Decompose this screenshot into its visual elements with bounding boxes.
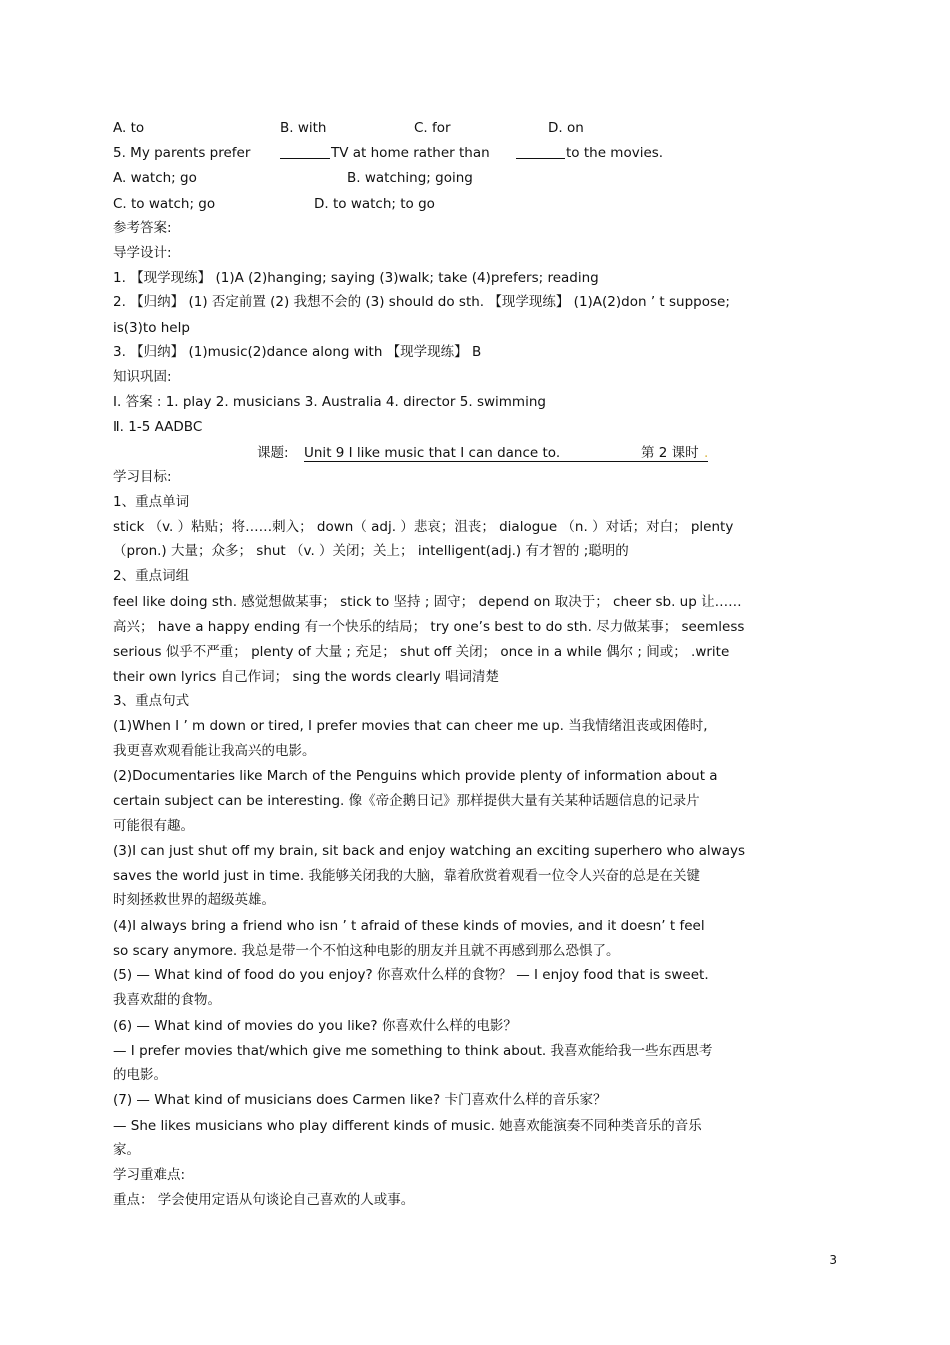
key-sentences-heading: 3、重点句式 bbox=[113, 693, 190, 709]
key-phrases-heading: 2、重点词组 bbox=[113, 568, 190, 584]
consolidate-answer-1: I. 答案 : 1. play 2. musicians 3. Australia 4. director 5. swimming bbox=[113, 394, 546, 410]
lesson-period: 第 2 课时 bbox=[641, 445, 699, 461]
guide-answer-2: 2. 【归纳】 (1) 否定前置 (2) 我想不会的 (3) should do sth. 【现学现练】 (1)A(2)don ’ t suppose; bbox=[113, 294, 730, 310]
sentence-6-translation-end: 的电影。 bbox=[113, 1067, 167, 1083]
q5-blank-2 bbox=[516, 144, 565, 159]
consolidate-answer-2: Ⅱ. 1-5 AADBC bbox=[113, 419, 203, 435]
sentence-6: (6) — What kind of movies do you like? 你喜欢什么样的电影？ bbox=[113, 1018, 517, 1034]
page-number: 3 bbox=[829, 1253, 837, 1267]
sentence-3-cont: saves the world just in time. 我能够关闭我的大脑，靠着欣赏着观看一位令人兴奋的总是在关键 bbox=[113, 868, 700, 884]
sentence-3-translation-end: 时刻拯救世界的超级英雄。 bbox=[113, 892, 275, 908]
key-phrases-line-4: their own lyrics 自己作词； sing the words clearly 唱词清楚 bbox=[113, 669, 499, 685]
q5-stem-part-c: to the movies. bbox=[566, 145, 664, 161]
key-words-heading: 1、重点单词 bbox=[113, 494, 190, 510]
lesson-title: Unit 9 I like music that I can dance to. bbox=[304, 445, 561, 461]
sentence-2: (2)Documentaries like March of the Penguins which provide plenty of information about a bbox=[113, 768, 718, 784]
sentence-6-answer: — I prefer movies that/which give me something to think about. 我喜欢能给我一些东西思考 bbox=[113, 1043, 713, 1059]
focus-key-point: 重点： 学会使用定语从句谈论自己喜欢的人或事。 bbox=[113, 1192, 415, 1208]
goals-heading: 学习目标: bbox=[113, 469, 172, 485]
consolidate-heading: 知识巩固: bbox=[113, 369, 172, 385]
q5-blank-1 bbox=[280, 144, 330, 159]
q4-option-b: B. with bbox=[280, 120, 327, 136]
q4-option-c: C. for bbox=[414, 120, 451, 136]
lesson-label: 课题: bbox=[257, 445, 289, 461]
answers-heading: 参考答案: bbox=[113, 220, 172, 236]
sentence-7: (7) — What kind of musicians does Carmen like? 卡门喜欢什么样的音乐家？ bbox=[113, 1092, 607, 1108]
key-words-line-2: （pron.) 大量；众多； shut （v. ）关闭；关上； intelligent(adj.) 有才智的 ;聪明的 bbox=[113, 543, 629, 559]
q5-stem-part-b: TV at home rather than bbox=[331, 145, 490, 161]
guide-answer-3: 3. 【归纳】 (1)music(2)dance along with 【现学现练】 B bbox=[113, 344, 482, 360]
sentence-2-translation-end: 可能很有趣。 bbox=[113, 818, 194, 834]
sentence-5: (5) — What kind of food do you enjoy? 你喜欢什么样的食物？ — I enjoy food that is sweet. bbox=[113, 967, 709, 983]
sentence-4: (4)I always bring a friend who isn ’ t afraid of these kinds of movies, and it doesn’ t feel bbox=[113, 918, 705, 934]
q4-option-d: D. on bbox=[548, 120, 584, 136]
sentence-2-cont: certain subject can be interesting. 像《帝企鹅日记》那样提供大量有关某种话题信息的记录片 bbox=[113, 793, 700, 809]
sentence-3: (3)I can just shut off my brain, sit back and enjoy watching an exciting superhero who always bbox=[113, 843, 746, 859]
key-phrases-line-1: feel like doing sth. 感觉想做某事； stick to 坚持 ; 固守； depend on 取决于； cheer sb. up 让…… bbox=[113, 594, 742, 610]
q5-option-b: B. watching; going bbox=[347, 170, 473, 186]
lesson-title-line bbox=[304, 444, 708, 462]
q5-option-d: D. to watch; to go bbox=[314, 196, 435, 212]
sentence-5-translation: 我喜欢甜的食物。 bbox=[113, 992, 221, 1008]
focus-heading: 学习重难点: bbox=[113, 1167, 186, 1183]
sentence-7-translation-end: 家。 bbox=[113, 1142, 140, 1158]
sentence-4-cont: so scary anymore. 我总是带一个不怕这种电影的朋友并且就不再感到那么恐惧了。 bbox=[113, 943, 620, 959]
key-phrases-line-3: serious 似乎不严重； plenty of 大量 ; 充足； shut off 关闭； once in a while 偶尔 ; 间或； .write bbox=[113, 644, 730, 660]
q5-stem-part-a: 5. My parents prefer bbox=[113, 145, 251, 161]
sentence-1-translation: 我更喜欢观看能让我高兴的电影。 bbox=[113, 743, 316, 759]
key-phrases-line-2: 高兴； have a happy ending 有一个快乐的结局； try one’s best to do sth. 尽力做某事； seemless bbox=[113, 619, 745, 635]
guide-design-heading: 导学设计: bbox=[113, 245, 172, 261]
q5-option-a: A. watch; go bbox=[113, 170, 197, 186]
lesson-period-dot: . bbox=[704, 445, 709, 461]
q4-option-a: A. to bbox=[113, 120, 145, 136]
guide-answer-2-cont: is(3)to help bbox=[113, 320, 190, 336]
q5-option-c: C. to watch; go bbox=[113, 196, 216, 212]
sentence-7-answer: — She likes musicians who play different kinds of music. 她喜欢能演奏不同种类音乐的音乐 bbox=[113, 1118, 702, 1134]
key-words-line-1: stick （v. ）粘贴；将……刺入； down（ adj. ）悲哀；沮丧； dialogue （n. ）对话；对白； plenty bbox=[113, 519, 734, 535]
guide-answer-1: 1. 【现学现练】 (1)A (2)hanging; saying (3)walk; take (4)prefers; reading bbox=[113, 270, 599, 286]
sentence-1: (1)When I ’ m down or tired, I prefer movies that can cheer me up. 当我情绪沮丧或困倦时, bbox=[113, 718, 708, 734]
